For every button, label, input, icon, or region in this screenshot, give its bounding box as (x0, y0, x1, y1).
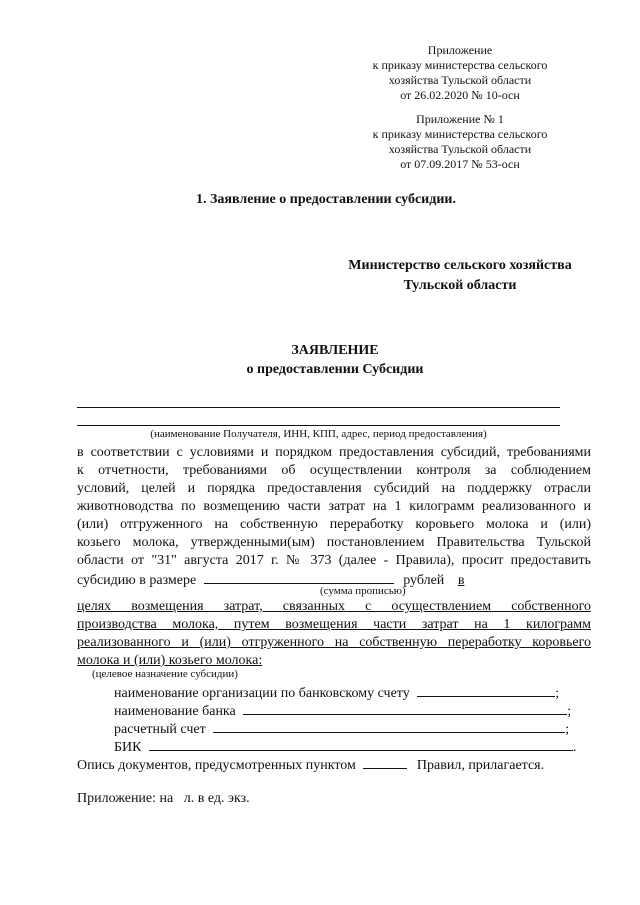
appendix-header-line: от 07.09.2017 № 53-осн (400, 157, 520, 171)
recipient-caption: (наименование Получателя, ИНН, КПП, адрес, период предоставления) (150, 428, 487, 440)
appendix-header-current (340, 43, 580, 103)
appendix-header-line: Приложение (427, 43, 493, 57)
account-row (114, 719, 569, 739)
section-title: 1. Заявление о предоставлении субсидии. (196, 192, 456, 207)
document-title-sub: о предоставлении Субсидии (246, 362, 424, 377)
bank-label: наименование банка (114, 704, 236, 719)
account-label: расчетный счет (114, 722, 206, 737)
body-line: к отчетности, требованиями об осуществлении контроля за соблюдением (77, 463, 591, 478)
bank-row (114, 701, 571, 721)
bik-field[interactable] (149, 737, 573, 751)
appendix-header-line: хозяйства Тульской области (388, 73, 532, 87)
addressee-line: Министерство сельского хозяйства (348, 258, 572, 273)
account-field[interactable] (213, 719, 565, 733)
appendix-header-line: к приказу министерства сельского (372, 127, 548, 141)
amount-row (77, 570, 464, 590)
purpose-line: молока и (или) козьего молока: (77, 653, 263, 668)
addressee (320, 256, 600, 296)
amount-caption: (сумма прописью) (320, 585, 406, 597)
document-title-main: ЗАЯВЛЕНИЕ (291, 343, 379, 358)
org-row (114, 683, 559, 703)
purpose-caption: (целевое назначение субсидии) (92, 668, 238, 680)
attachment-line: Приложение: на л. в ед. экз. (77, 791, 250, 806)
body-line: (или) отгруженного на собственную переработку коровьего молока и (или) (77, 517, 591, 532)
purpose-line: производства молока, путем возмещения части затрат на 1 килограмм (77, 617, 591, 632)
purpose-line: реализованного и (или) отгруженного на собственную переработку коровьего (77, 635, 591, 650)
amount-label: субсидию в размере (77, 573, 197, 588)
amount-field[interactable] (204, 570, 394, 584)
body-line: животноводства по возмещению части затрат на 1 килограмм реализованного и (77, 499, 591, 514)
field-terminator: ; (567, 704, 572, 719)
recipient-blank-line[interactable] (77, 407, 560, 408)
appendix-header-original (340, 112, 580, 172)
field-terminator: ; (565, 722, 570, 737)
body-line: условий, целей и порядка предоставления субсидий на поддержку отрасли (77, 481, 591, 496)
recipient-blank-line[interactable] (77, 425, 560, 426)
appendix-header-line: хозяйства Тульской области (388, 142, 532, 156)
document-title (220, 341, 450, 379)
field-terminator: ; (555, 686, 560, 701)
addressee-line: Тульской области (403, 278, 517, 293)
body-line: области от "31" августа 2017 г. № 373 (далее - Правила), просит предоставить (77, 553, 591, 568)
bik-label: БИК (114, 740, 142, 755)
inventory-row (77, 755, 544, 775)
body-line: козьего молока, утвержденными(ым) постановлением Правительства Тульской (77, 535, 591, 550)
inventory-end: Правил, прилагается. (416, 758, 545, 773)
body-line: в соответствии с условиями и порядком предоставления субсидий, требованиями (77, 445, 591, 460)
appendix-header-line: от 26.02.2020 № 10-осн (400, 88, 520, 102)
org-field[interactable] (417, 683, 555, 697)
bik-row (114, 737, 577, 757)
inventory-label: Опись документов, предусмотренных пунктом (77, 758, 356, 773)
org-label: наименование организации по банковскому счету (114, 686, 410, 701)
purpose-line: целях возмещения затрат, связанных с осуществлением собственного (77, 599, 591, 614)
field-terminator: . (573, 740, 577, 755)
appendix-header-line: Приложение № 1 (416, 112, 504, 126)
bank-field[interactable] (243, 701, 567, 715)
inventory-clause-field[interactable] (363, 755, 407, 769)
amount-currency: рублей (403, 573, 445, 588)
appendix-header-line: к приказу министерства сельского (372, 58, 548, 72)
amount-continuation: в (457, 573, 465, 588)
